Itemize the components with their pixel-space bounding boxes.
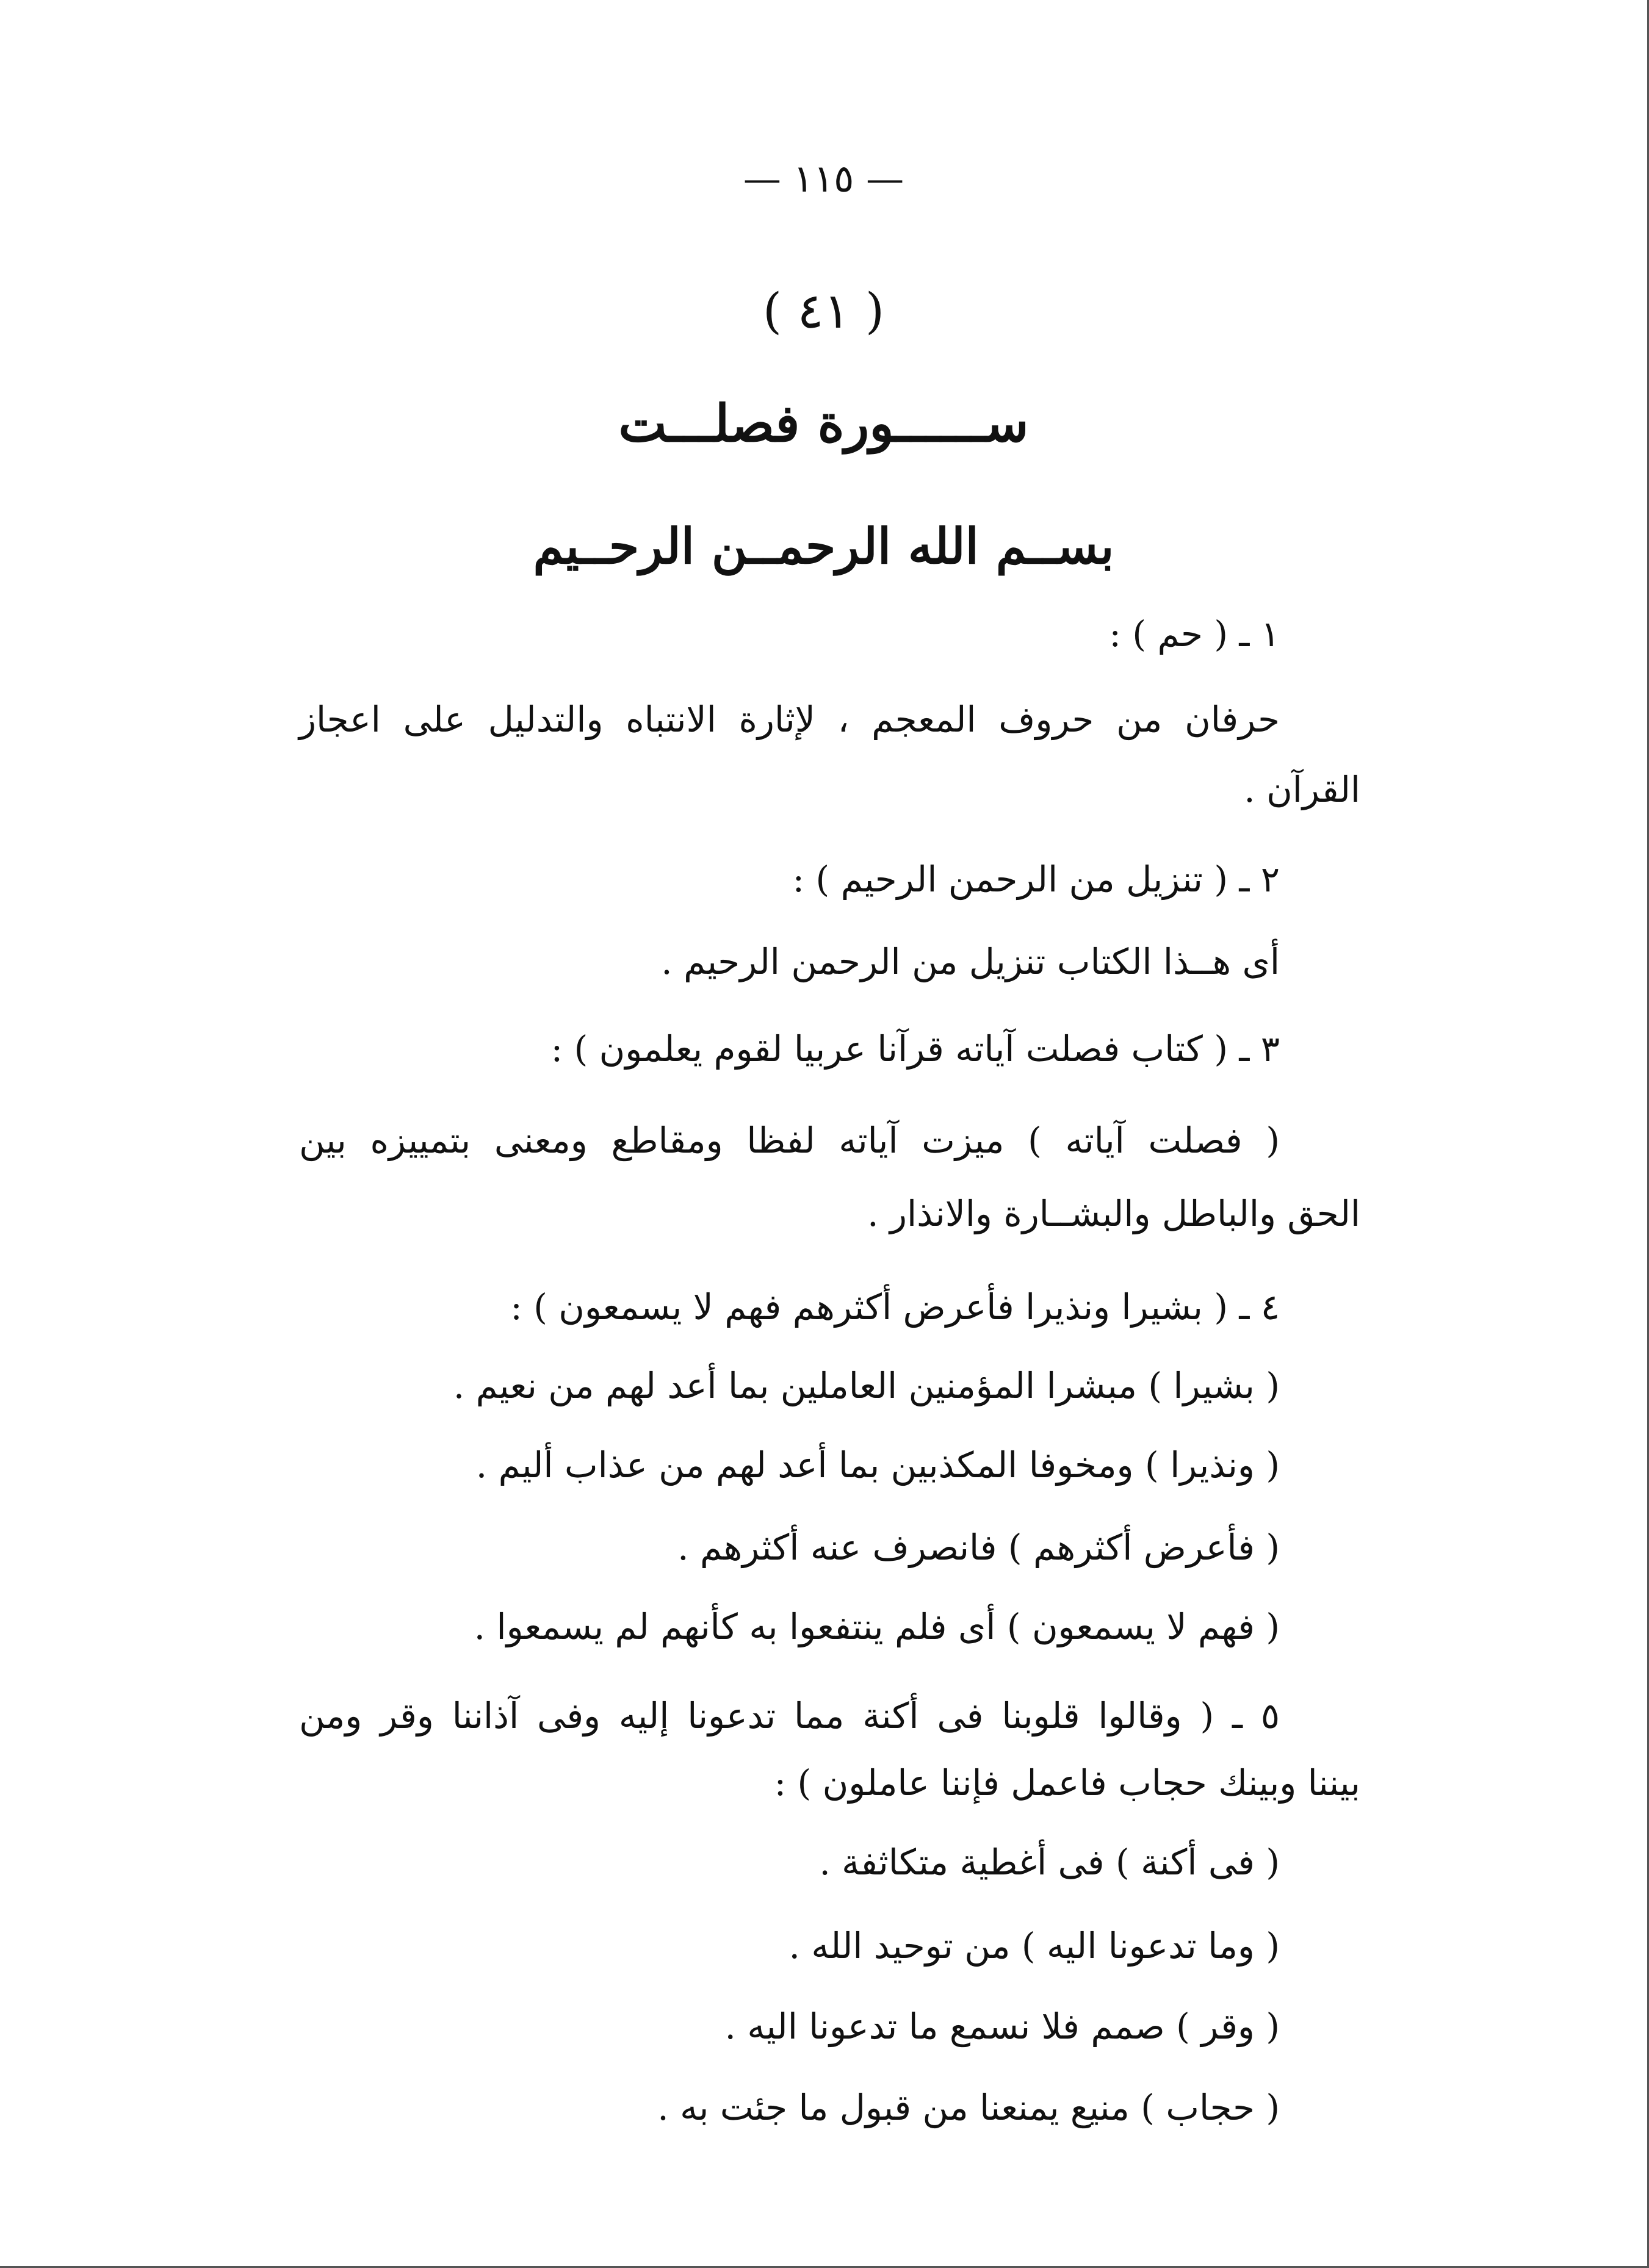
verse-4-gloss-3: ( فأعرض أكثرهم ) فانصرف عنه أكثرهم . [677, 1527, 1280, 1568]
verse-5-heading: ٥ ـ ( وقالوا قلوبنا فى أكنة مما تدعونا إليه وفى آذاننا وقر ومن [299, 1695, 1280, 1737]
verse-1-explanation-continued: القرآن . [1244, 769, 1360, 810]
verse-1-heading: ١ ـ ( حم ) : [1109, 613, 1280, 655]
verse-5-gloss-3: ( وقر ) صمم فلا نسمع ما تدعونا اليه . [724, 2006, 1280, 2047]
surah-title: ســــــورة فصلـــت [618, 393, 1029, 453]
verse-4-gloss-1: ( بشيرا ) مبشرا المؤمنين العاملين بما أعد لهم من نعيم . [453, 1365, 1280, 1406]
verse-5-heading-continued: بيننا وبينك حجاب فاعمل فإننا عاملون ) : [774, 1762, 1360, 1804]
verse-3-explanation: ( فصلت آياته ) ميزت آياته لفظا ومقاطع ومعنى بتمييزه بين [299, 1120, 1280, 1161]
basmala: بســم الله الرحمــن الرحــيم [533, 517, 1114, 575]
verse-1-explanation: حرفان من حروف المعجم ، لإثارة الانتباه والتدليل على اعجاز [299, 699, 1280, 740]
verse-4-gloss-4: ( فهم لا يسمعون ) أى فلم ينتفعوا به كأنهم لم يسمعوا . [474, 1606, 1280, 1647]
verse-2-heading: ٢ ـ ( تنزيل من الرحمن الرحيم ) : [792, 859, 1280, 900]
verse-2-explanation: أى هــذا الكتاب تنزيل من الرحمن الرحيم . [661, 941, 1280, 982]
verse-3-heading: ٣ ـ ( كتاب فصلت آياته قرآنا عربيا لقوم يعلمون ) : [550, 1028, 1280, 1070]
verse-5-gloss-4: ( حجاب ) منيع يمنعنا من قبول ما جئت به . [657, 2087, 1280, 2128]
verse-4-heading: ٤ ـ ( بشيرا ونذيرا فأعرض أكثرهم فهم لا يسمعون ) : [510, 1286, 1280, 1328]
verse-4-gloss-2: ( ونذيرا ) ومخوفا المكذبين بما أعد لهم من عذاب أليم . [475, 1444, 1280, 1486]
verse-5-gloss-2: ( وما تدعونا اليه ) من توحيد الله . [788, 1925, 1280, 1967]
verse-3-explanation-continued: الحق والباطل والبشــارة والانذار . [867, 1193, 1360, 1234]
page-number: — ١١٥ — [743, 156, 904, 201]
chapter-number: ( ٤١ ) [762, 283, 885, 339]
verse-5-gloss-1: ( فى أكنة ) فى أغطية متكاثفة . [819, 1841, 1280, 1883]
